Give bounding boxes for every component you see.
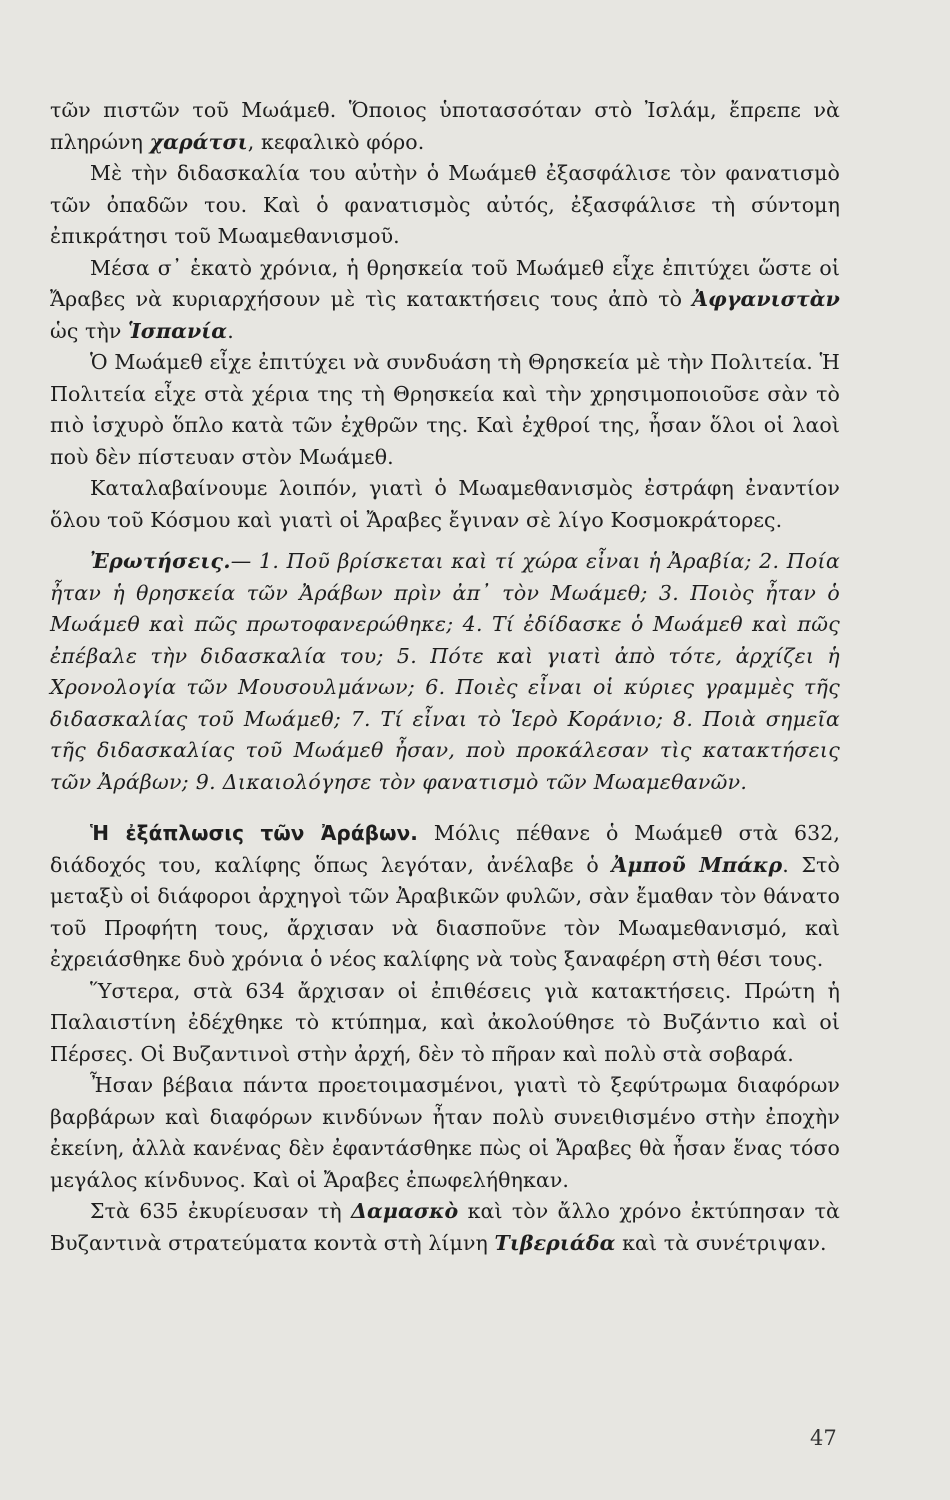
- review-questions: [50, 546, 840, 798]
- paragraph: Ὕστερα, στὰ 634 ἄρχισαν οἱ ἐπιθέσεις γιὰ κατακτήσεις. Πρώτη ἡ Παλαιστίνη ἐδέχθηκε τὸ κτύπημα, καὶ ἀκολούθησε τὸ Βυζάντιο καὶ οἱ Πέρσες. Οἱ Βυζαντινοὶ στὴν ἀρχή, δὲν τὸ πῆραν καὶ πολὺ στὰ σοβαρά.: [50, 978, 840, 1066]
- section-paragraph: Ἡ ἐξάπλωσις τῶν Ἀράβων. Μόλις πέθανε ὁ Μωάμεθ στὰ 632, διάδοχός του, καλίφης ὅπως λεγόταν, ἀνέλαβε ὁ Ἀμποῦ Μπάκρ. Στὸ μεταξὺ οἱ διάφοροι ἀρχηγοὶ τῶν Ἀραβικῶν φυλῶν, σὰν ἔμαθαν τὸν θάνατο τοῦ Προφήτη τους, ἄρχισαν νὰ διασποῦνε τὸν Μωαμεθανισμό, καὶ ἐχρειάσθηκε δυὸ χρόνια ὁ νέος καλίφης νὰ τοὺς ξαναφέρη στὴ θέσι τους.: [50, 821, 841, 971]
- paragraph: τῶν πιστῶν τοῦ Μωάμεθ. Ὅποιος ὑποτασσόταν στὸ Ἰσλάμ, ἔπρεπε νὰ πληρώνη χαράτσι, κεφαλικὸ φόρο.: [50, 98, 840, 154]
- page-number: 47: [810, 1426, 837, 1450]
- page-body: [50, 95, 840, 1259]
- emphasis-term: χαράτσι: [149, 129, 248, 154]
- paragraph: Μὲ τὴν διδασκαλία του αὐτὴν ὁ Μωάμεθ ἐξασφάλισε τὸν φανατισμὸ τῶν ὀπαδῶν του. Καὶ ὁ φανατισμὸς αὐτός, ἐξασφάλισε τὴ σύντομη ἐπικράτησι τοῦ Μωαμεθανισμοῦ.: [50, 161, 840, 248]
- emphasis-term: Ἱσπανία: [128, 318, 228, 343]
- section-heading: Ἡ ἐξάπλωσις τῶν Ἀράβων.: [90, 821, 419, 845]
- paragraph: Καταλαβαίνουμε λοιπόν, γιατὶ ὁ Μωαμεθανισμὸς ἐστράφη ἐναντίον ὅλου τοῦ Κόσμου καὶ γιατὶ οἱ Ἄραβες ἔγιναν σὲ λίγο Κοσμοκράτορες.: [50, 476, 840, 532]
- emphasis-term: Ἀμποῦ Μπάκρ: [611, 852, 783, 877]
- questions-body: — 1. Ποῦ βρίσκεται καὶ τί χώρα εἶναι ἡ Ἀραβία; 2. Ποία ἦταν ἡ θρησκεία τῶν Ἀράβων πρὶν ἀπ᾽ τὸν Μωάμεθ; 3. Ποιὸς ἦταν ὁ Μωάμεθ καὶ πῶς πρωτοφανερώθηκε; 4. Τί ἐδίδασκε ὁ Μωάμεθ καὶ πῶς ἐπέβαλε τὴν διδασκαλία του; 5. Πότε καὶ γιατὶ ἀπὸ τότε, ἀρχίζει ἡ Χρονολογία τῶν Μουσουλμάνων; 6. Ποιὲς εἶναι οἱ κύριες γραμμὲς τῆς διδασκαλίας τοῦ Μωάμεθ; 7. Τί εἶναι τὸ Ἱερὸ Κοράνιο; 8. Ποιὰ σημεῖα τῆς διδασκαλίας τοῦ Μωάμεθ ἦσαν, ποὺ προκάλεσαν τὶς κατακτήσεις τῶν Ἀράβων; 9. Δικαιολόγησε τὸν φανατισμὸ τῶν Μωαμεθανῶν.: [50, 549, 840, 794]
- emphasis-term: Ἀφγανιστὰν: [692, 287, 840, 311]
- emphasis-term: Τιβεριάδα: [494, 1230, 616, 1255]
- paragraph: Ἦσαν βέβαια πάντα προετοιμασμένοι, γιατὶ τὸ ξεφύτρωμα διαφόρων βαρβάρων καὶ διαφόρων κινδύνων ἦταν πολὺ συνειθισμένο στὴν ἐποχὴν ἐκείνη, ἀλλὰ κανένας δὲν ἐφαντάσθηκε πὼς οἱ Ἄραβες θὰ ἦσαν ἕνας τόσο μεγάλος κίνδυνος. Καὶ οἱ Ἄραβες ἐπωφελήθηκαν.: [50, 1073, 840, 1192]
- emphasis-term: Δαμασκὸ: [351, 1199, 459, 1223]
- paragraph: Μέσα σ᾽ ἑκατὸ χρόνια, ἡ θρησκεία τοῦ Μωάμεθ εἶχε ἐπιτύχει ὥστε οἱ Ἄραβες νὰ κυριαρχήσουν μὲ τὶς κατακτήσεις τους ἀπὸ τὸ Ἀφγανιστὰν ὡς τὴν Ἱσπανία.: [50, 255, 840, 343]
- questions-label: Ἐρωτήσεις.: [90, 549, 231, 573]
- paragraph: Στὰ 635 ἐκυρίευσαν τὴ Δαμασκὸ καὶ τὸν ἄλλο χρόνο ἐκτύπησαν τὰ Βυζαντινὰ στρατεύματα κοντὰ στὴ λίμνη Τιβεριάδα καὶ τὰ συνέτριψαν.: [50, 1199, 840, 1255]
- paragraph: Ὁ Μωάμεθ εἶχε ἐπιτύχει νὰ συνδυάση τὴ Θρησκεία μὲ τὴν Πολιτεία. Ἡ Πολιτεία εἶχε στὰ χέρια της τὴ Θρησκεία καὶ τὴν χρησιμοποιοῦσε σὰν τὸ πιὸ ἰσχυρὸ ὅπλο κατὰ τῶν ἐχθρῶν της. Καὶ ἐχθροί της, ἦσαν ὅλοι οἱ λαοὶ ποὺ δὲν πίστευαν στὸν Μωάμεθ.: [50, 350, 840, 469]
